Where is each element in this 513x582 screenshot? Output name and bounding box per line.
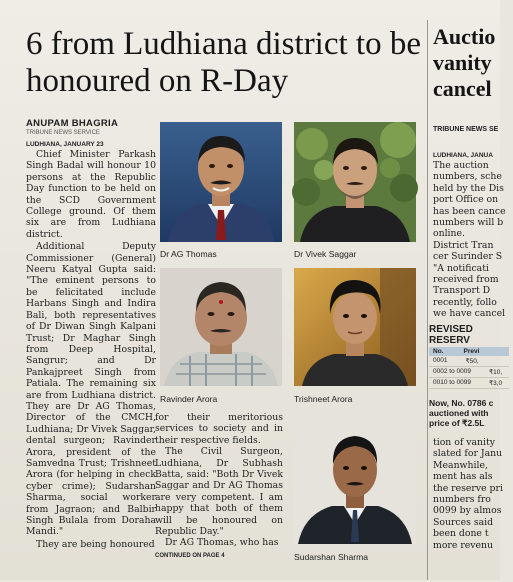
sidebar-line: tion of vanity — [433, 437, 495, 448]
sidebar-line: slated for Janu — [433, 448, 503, 460]
article-dateline: LUDHIANA, JANUARY 23 — [26, 141, 104, 148]
sidebar-bold-note — [429, 398, 509, 428]
table-cell: ₹3,0 — [488, 380, 503, 387]
photo-ravinder-arora — [160, 268, 282, 386]
sidebar-text-top — [433, 160, 506, 320]
article-paragraph: The Civil Surgeon, Ludhiana, Dr Subhash Batta, said: "Both Dr Vivek Saggar and Dr AG Thomas are very competent. I am happy that both of them will be honoured on Republic Day." — [155, 446, 283, 538]
article-paragraph: Chief Minister Parkash Singh Badal will honour 10 persons at the Republic Day function to be held on the SCD Government College ground. Of them six are from Ludhiana district. — [26, 149, 156, 240]
table-cell: ₹10, — [488, 369, 503, 376]
sidebar-bold-line: price of ₹2.5L — [429, 418, 485, 428]
photo-caption: Dr Vivek Saggar — [294, 249, 357, 259]
sidebar-line: numbers fro — [433, 494, 491, 506]
sidebar-line: the reserve pri — [433, 482, 503, 494]
table-row — [429, 378, 509, 389]
table-cell: 0002 to 0009 — [433, 368, 471, 375]
article-headline: 6 from Ludhiana district to be honoured on R-Day — [26, 26, 421, 99]
table-row — [429, 367, 509, 378]
photo-caption: Ravinder Arora — [160, 394, 218, 404]
article-column-1 — [26, 149, 156, 574]
sidebar-line: numbers, sche — [433, 171, 502, 183]
sidebar-line: port Office on — [433, 194, 499, 206]
sidebar-line: has been cance — [433, 205, 506, 217]
table-header-cell: Previ — [463, 348, 480, 355]
sidebar-line: ment has als — [433, 471, 493, 483]
column-divider — [427, 20, 428, 580]
article-paragraph: Dr AG Thomas, who has — [165, 537, 279, 549]
photo-caption: Dr AG Thomas — [160, 249, 217, 259]
sidebar-line: "A notificati — [433, 262, 489, 274]
sidebar-text-bottom — [433, 437, 503, 551]
sidebar-line: The auction — [433, 160, 489, 171]
article-paragraph: Additional Deputy Commissioner (General) Neeru Katyal Gupta said: "The eminent persons to be felicitated include Harbans Singh and Indira Bali, both representatives of Dr Diwan Singh Kalpani Trust; Dr Maghar Singh from Deep Hospital, Sangrur; and Dr Pankajpreet Singh from Patiala. The remaining six are from Ludhiana district. They are Dr AG Thomas, Director of the CMCH, Ludhiana; Dr Vivek Saggar, dental surgeon; Ravinder Arora, president of the Samvedna Trust; Trishneet Arora (for helping in check cyber crime); Sudarshan Sharma, social worker from Jagraon; and Balbir Singh Bulala from Doraha Mandi." — [26, 241, 156, 538]
photo-caption: Trishneet Arora — [294, 394, 353, 404]
sidebar-headline-line: vanity — [433, 50, 492, 75]
photo-vivek-saggar — [294, 122, 416, 242]
sidebar-line: 0099 by almos — [433, 505, 502, 517]
sidebar-line: recently, follo — [433, 296, 497, 308]
table-header — [429, 347, 509, 356]
photo-caption: Sudarshan Sharma — [294, 552, 369, 562]
table-cell: 0001 — [433, 357, 448, 364]
reserve-price-table — [429, 347, 509, 389]
sidebar-headline-line: Auctio — [433, 24, 496, 49]
sidebar-line: District Tran — [433, 239, 494, 251]
sidebar-line: Meanwhile, — [433, 459, 488, 471]
sidebar-line: Sources said — [433, 516, 494, 528]
sidebar-byline: TRIBUNE NEWS SE — [433, 126, 499, 133]
byline-service: TRIBUNE NEWS SERVICE — [26, 130, 100, 136]
sidebar-bold-line: auctioned with — [429, 408, 489, 418]
photo-ag-thomas — [160, 122, 282, 242]
sidebar-dateline: LUDHIANA, JANUA — [433, 152, 493, 159]
article-paragraph: They are being honoured — [36, 538, 155, 550]
sidebar-line: we have cancel — [433, 308, 506, 320]
sidebar-headline-line: cancel — [433, 76, 492, 101]
table-cell: 0010 to 0099 — [433, 379, 471, 386]
continued-notice: CONTINUED ON PAGE 4 — [155, 552, 225, 559]
sidebar-bold-line: Now, No. 0786 c — [429, 398, 494, 408]
sidebar-line: held by the Dis — [433, 182, 504, 194]
table-cell: ₹50, — [465, 358, 479, 365]
photo-sudarshan-sharma — [294, 416, 416, 544]
sidebar-headline — [433, 24, 513, 102]
article-paragraph: for their meritorious services to society and in their respective fields. — [155, 412, 283, 446]
sidebar-line: Transport D — [433, 285, 491, 297]
sidebar-line: received from — [433, 274, 499, 286]
reserve-price-title: REVISED RESERV — [429, 324, 473, 346]
article-column-2 — [155, 412, 283, 582]
sidebar-line: been done t — [433, 528, 489, 540]
byline — [26, 118, 156, 136]
sidebar-line: online. — [433, 228, 465, 240]
sidebar-line: cer Surinder S — [433, 251, 503, 263]
photo-trishneet-arora — [294, 268, 416, 386]
table-header-cell: No. — [433, 348, 444, 355]
sidebar-line: more revenu — [433, 539, 493, 551]
table-row — [429, 356, 509, 367]
sidebar-line: numbers will b — [433, 217, 504, 229]
byline-author: ANUPAM BHAGRIA — [26, 118, 119, 129]
